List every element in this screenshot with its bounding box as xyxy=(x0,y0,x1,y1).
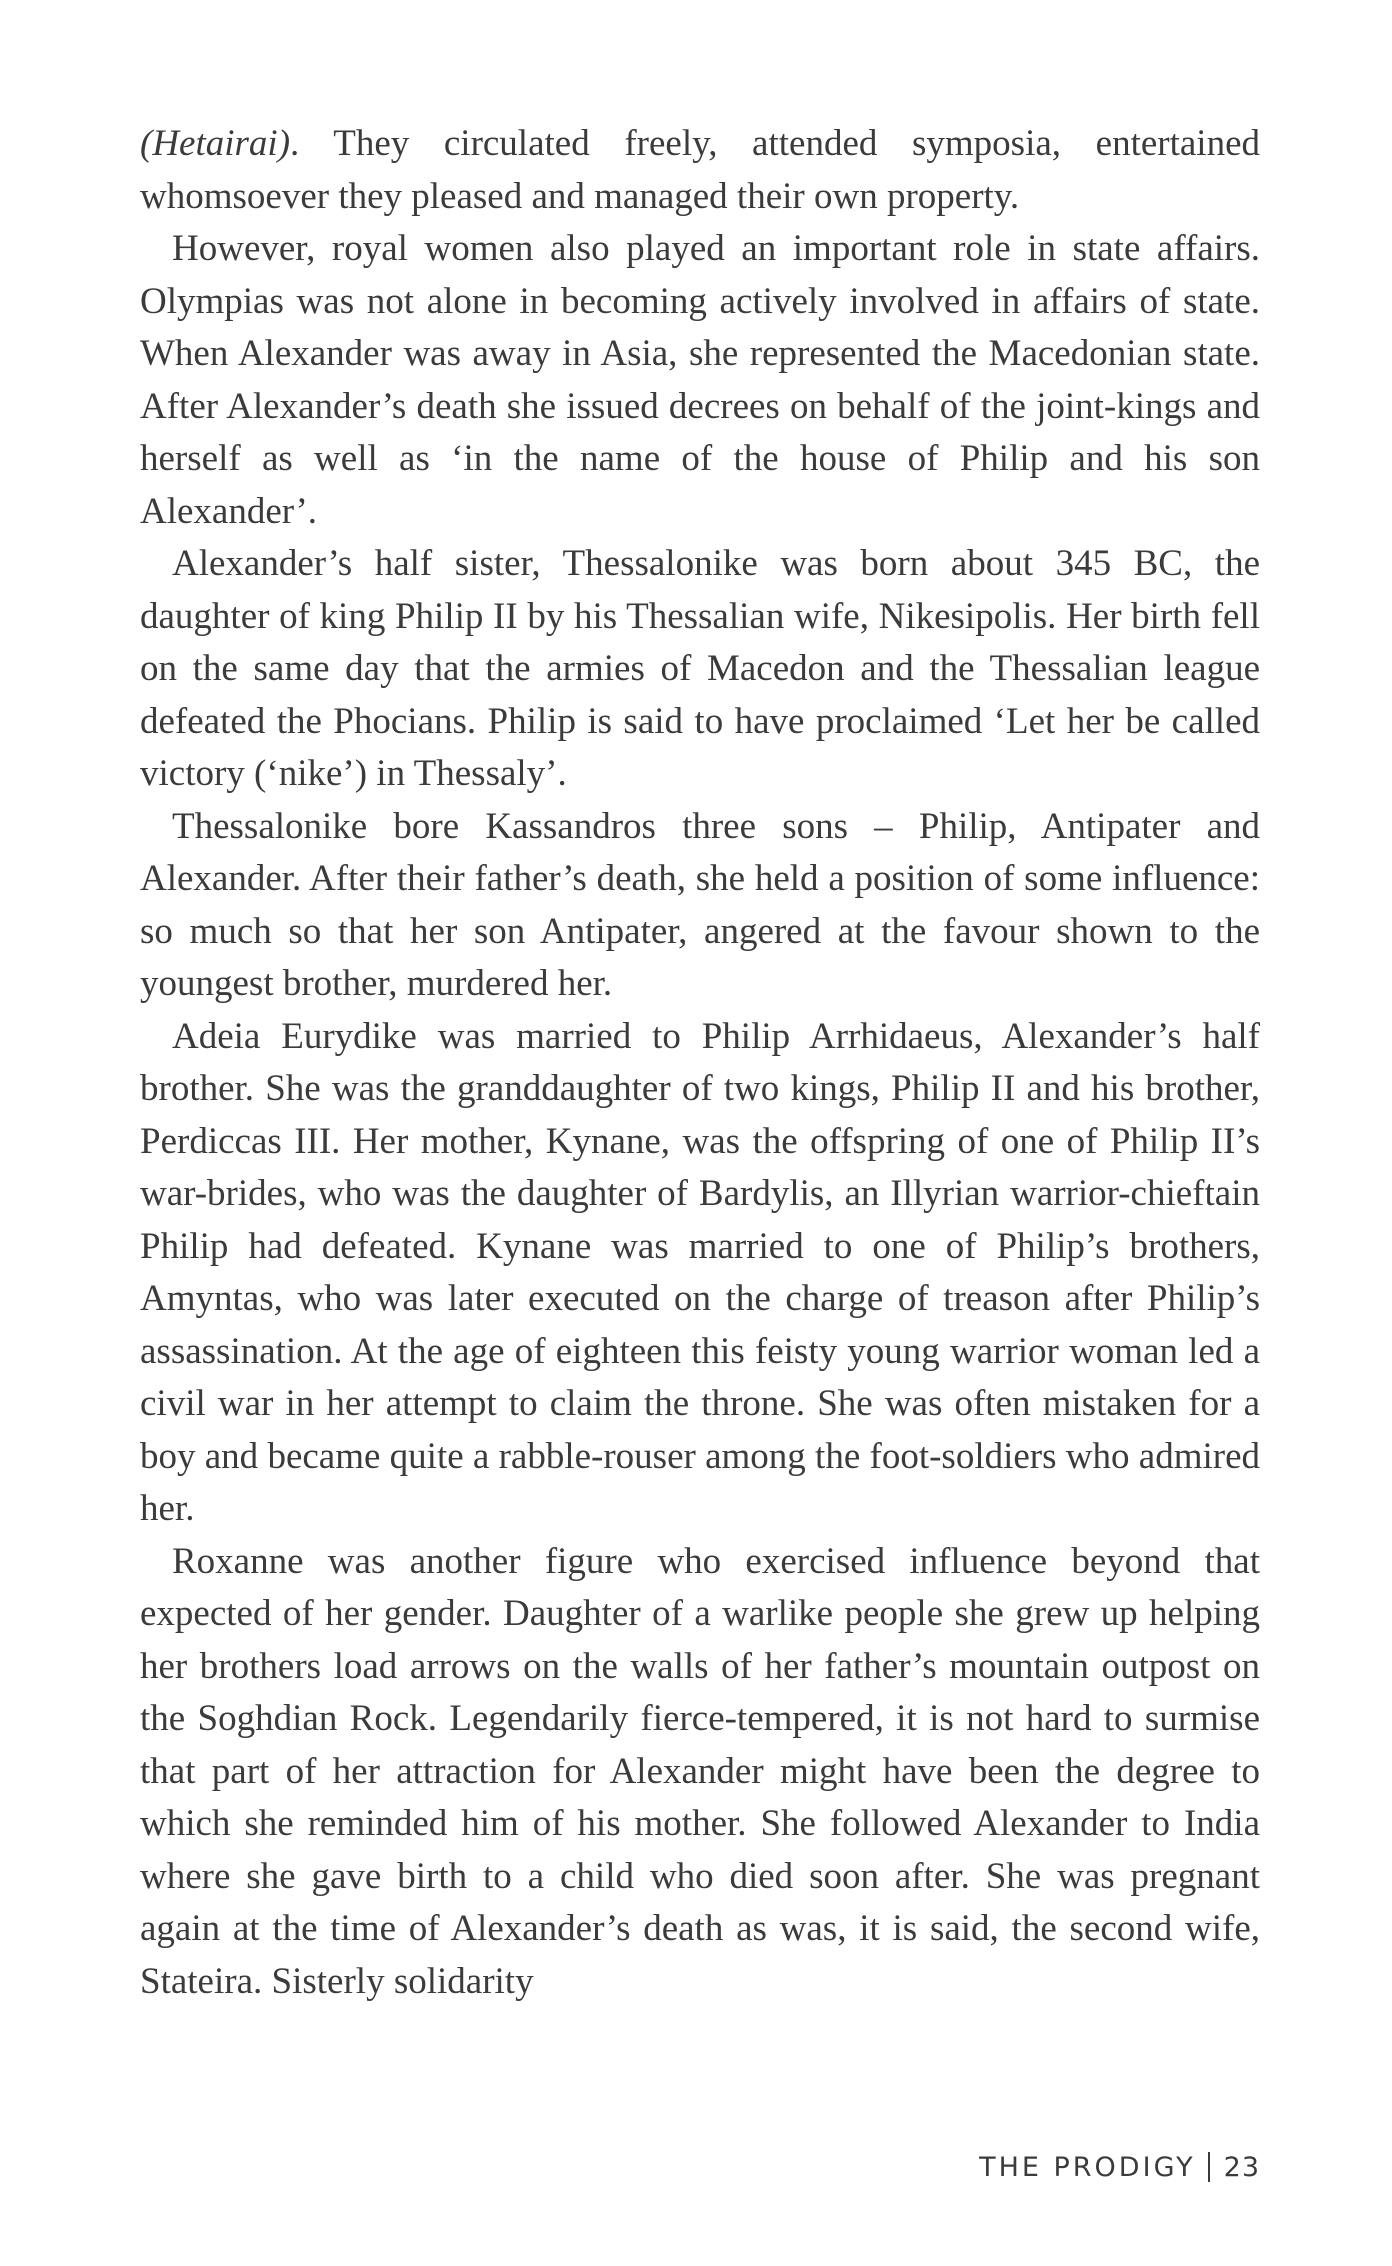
paragraph: Roxanne was another figure who exercised influence beyond that expected of her gender. Daughter of a warlike people she grew up helping her brothers load arrows on the walls of her father’s mountain outpost on the Soghdian Rock. Legendarily fierce-tempered, it is not hard to surmise that part of her attraction for Alexander might have been the degree to which she reminded him of his mother. She followed Alexander to India where she gave birth to a child who died soon after. She was pregnant again at the time of Alexander’s death as was, it is said, the second wife, Stateira. Sisterly solidarity xyxy=(140,1540,1260,2002)
paragraph: However, royal women also played an important role in state affairs. Olympias was not alone in becoming actively involved in affairs of state. When Alexander was away in Asia, she represented the Macedonian state. After Alexander’s death she issued decrees on behalf of the joint-kings and herself as well as ‘in the name of the house of Philip and his son Alexander’. xyxy=(140,228,1260,532)
paragraph xyxy=(140,118,1260,223)
italic-term: (Hetairai) xyxy=(140,123,291,164)
running-head: THE PRODIGY xyxy=(979,2152,1196,2183)
paragraph: Adeia Eurydike was married to Philip Arrhidaeus, Alexander’s half brother. She was the granddaughter of two kings, Philip II and his brother, Perdiccas III. Her mother, Kynane, was the offspring of one of Philip II’s war-brides, who was the daughter of Bardylis, an Illyrian warrior-chieftain Philip had defeated. Kynane was married to one of Philip’s brothers, Amyntas, who was later executed on the charge of treason after Philip’s assassination. At the age of eighteen this feisty young warrior woman led a civil war in her attempt to claim the throne. She was often mistaken for a boy and became quite a rabble-rouser among the foot-soldiers who admired her. xyxy=(140,1015,1260,1529)
paragraph: Alexander’s half sister, Thessalonike was born about 345 BC, the daughter of king Philip II by his Thessalian wife, Nikesipolis. Her birth fell on the same day that the armies of Macedon and the Thessalian league defeated the Phocians. Philip is said to have proclaimed ‘Let her be called victory (‘nike’) in Thessaly’. xyxy=(140,543,1260,794)
paragraph-text: . They circulated freely, attended symposia, entertained whomsoever they pleased and managed their own property. xyxy=(140,123,1260,217)
page-footer xyxy=(979,2152,1260,2183)
footer-divider xyxy=(1208,2152,1210,2182)
paragraph: Thessalonike bore Kassandros three sons – Philip, Antipater and Alexander. After their father’s death, she held a position of some influence: so much so that her son Antipater, angered at the favour shown to the youngest brother, murdered her. xyxy=(140,805,1260,1004)
page-body xyxy=(140,118,1260,2008)
page-number: 23 xyxy=(1223,2152,1260,2183)
